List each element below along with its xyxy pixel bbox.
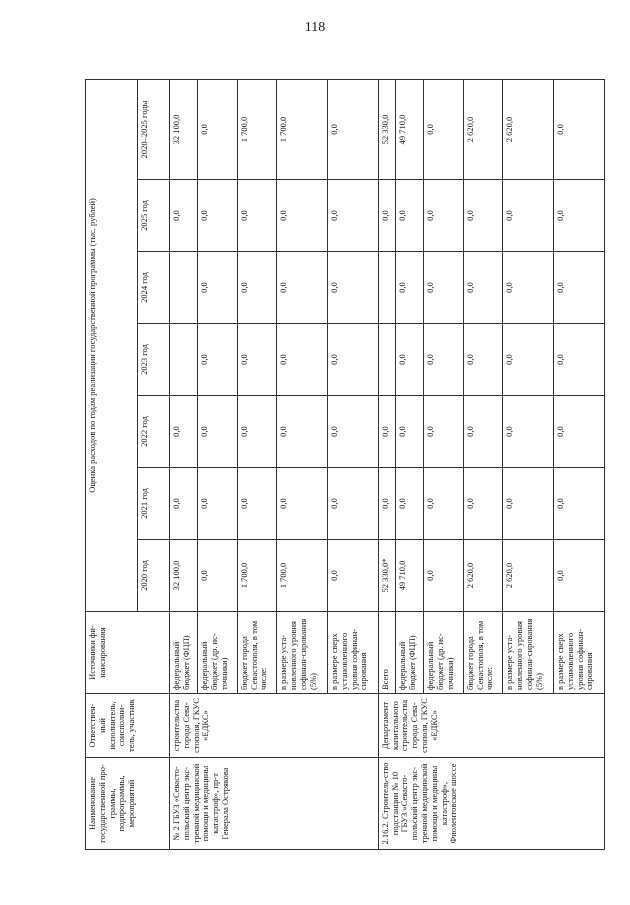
value-cell: 0,0 [198,324,238,396]
funding-source: федеральный бюджет (др. ис-точники) [424,612,464,694]
value-cell: 0,0 [198,396,238,468]
value-cell: 0,0 [424,324,464,396]
total-cell: 0,0 [328,79,379,179]
header-name: Наименование государственной про-граммы, подпрограммы, мероприятий [86,758,170,850]
value-cell: 0,0 [463,252,503,324]
funding-source: в размере уста-новленного уровня софинан-сирования (5%) [277,612,328,694]
value-cell: 0,0 [237,324,277,396]
header-year: 2021 год [138,468,170,540]
value-cell: 0,0 [328,324,379,396]
value-cell: 0,0 [395,252,423,324]
funding-source: в размере сверх установленного уровня софинан-сирования [554,612,605,694]
value-cell: 52 330,0* [378,540,395,612]
total-cell: 2 620,0 [463,79,503,179]
value-cell: 0,0 [237,252,277,324]
header-estimate: Оценка расходов по годам реализации государственной программы (тыс. рублей) [86,79,138,611]
value-cell: 49 710,0 [395,540,423,612]
value-cell: 0,0 [328,252,379,324]
header-responsible: Ответствен-ный исполнитель, соисполни-тель, участник [86,694,170,758]
value-cell: 0,0 [395,396,423,468]
value-cell: 0,0 [198,468,238,540]
responsible-party: Департамент капитального строительства города Сева-стополя, ГКУС «ЕДКС» [378,694,604,758]
responsible-party: строительства города Сева-стополя, ГКУС «ЕДКС» [170,694,379,758]
value-cell: 0,0 [237,396,277,468]
value-cell: 2 620,0 [503,540,554,612]
value-cell: 0,0 [503,324,554,396]
value-cell: 0,0 [328,540,379,612]
value-cell: 0,0 [554,396,605,468]
value-cell: 0,0 [328,180,379,252]
value-cell: 0,0 [277,252,328,324]
value-cell: 2 620,0 [463,540,503,612]
total-cell: 32 100,0 [170,79,198,179]
value-cell: 0,0 [277,396,328,468]
total-cell: 49 710,0 [395,79,423,179]
value-cell: 0,0 [328,396,379,468]
total-cell: 52 330,0 [378,79,395,179]
value-cell: 0,0 [463,468,503,540]
table-row [378,79,395,849]
value-cell: 0,0 [328,468,379,540]
value-cell: 0,0 [277,324,328,396]
header-year: 2023 год [138,324,170,396]
header-year: 2020 год [138,540,170,612]
total-cell: 0,0 [424,79,464,179]
value-cell: 0,0 [378,180,395,252]
funding-source: в размере сверх установленного уровня софинан-сирования [328,612,379,694]
value-cell: 0,0 [237,180,277,252]
value-cell [170,324,198,396]
value-cell: 0,0 [503,468,554,540]
header-source: Источники фи-нансирования [86,612,170,694]
value-cell: 1 700,0 [277,540,328,612]
funding-source: Всего [378,612,395,694]
budget-table-rotated [85,80,605,850]
value-cell: 0,0 [378,396,395,468]
total-cell: 0,0 [198,79,238,179]
value-cell: 0,0 [170,468,198,540]
budget-table [85,79,605,850]
header-year: 2025 год [138,180,170,252]
value-cell: 0,0 [395,180,423,252]
value-cell: 0,0 [503,180,554,252]
value-cell: 32 100,0 [170,540,198,612]
value-cell: 0,0 [503,396,554,468]
value-cell: 1 700,0 [237,540,277,612]
value-cell [378,252,395,324]
total-cell: 0,0 [554,79,605,179]
value-cell: 0,0 [198,540,238,612]
page-number: 118 [304,20,326,35]
value-cell: 0,0 [198,180,238,252]
value-cell: 0,0 [554,252,605,324]
value-cell: 0,0 [554,540,605,612]
header-year: 2024 год [138,252,170,324]
value-cell: 0,0 [378,468,395,540]
value-cell: 0,0 [424,468,464,540]
value-cell: 0,0 [554,468,605,540]
value-cell: 0,0 [503,252,554,324]
value-cell [378,324,395,396]
value-cell: 0,0 [424,396,464,468]
value-cell: 0,0 [170,396,198,468]
funding-source: федеральный бюджет (др. ис-точники) [198,612,238,694]
header-year-total: 2020–2025 годы [138,79,170,179]
value-cell: 0,0 [198,252,238,324]
value-cell: 0,0 [463,324,503,396]
program-name: 2.16.2. Строитель-ство подстанции № 10 ГБУЗ «Севасто-польский центр экс-тренной медицинской помощи и медицины катастроф», Фиолентовское шоссе [378,758,604,850]
total-cell: 1 700,0 [237,79,277,179]
value-cell: 0,0 [277,180,328,252]
funding-source: бюджет города Севастополя, в том числе: [237,612,277,694]
funding-source: бюджет города Севастополя, в том числе: [463,612,503,694]
value-cell: 0,0 [237,468,277,540]
funding-source: в размере уста-новленного уровня софинан-сирования (5%) [503,612,554,694]
value-cell: 0,0 [463,396,503,468]
funding-source: федеральный бюджет (ФЦП) [170,612,198,694]
value-cell: 0,0 [424,180,464,252]
value-cell [170,252,198,324]
value-cell: 0,0 [170,180,198,252]
total-cell: 1 700,0 [277,79,328,179]
value-cell: 0,0 [463,180,503,252]
table-row [170,79,198,849]
value-cell: 0,0 [424,540,464,612]
value-cell: 0,0 [395,324,423,396]
value-cell: 0,0 [554,324,605,396]
total-cell: 2 620,0 [503,79,554,179]
value-cell: 0,0 [554,180,605,252]
value-cell: 0,0 [277,468,328,540]
value-cell: 0,0 [424,252,464,324]
funding-source: федеральный бюджет (ФЦП) [395,612,423,694]
value-cell: 0,0 [395,468,423,540]
program-name: № 2 ГБУЗ «Севасто-польский центр экс-тренной медицинской помощи и медицины катастроф», пр-т Генерала Острякова [170,758,379,850]
header-year: 2022 год [138,396,170,468]
